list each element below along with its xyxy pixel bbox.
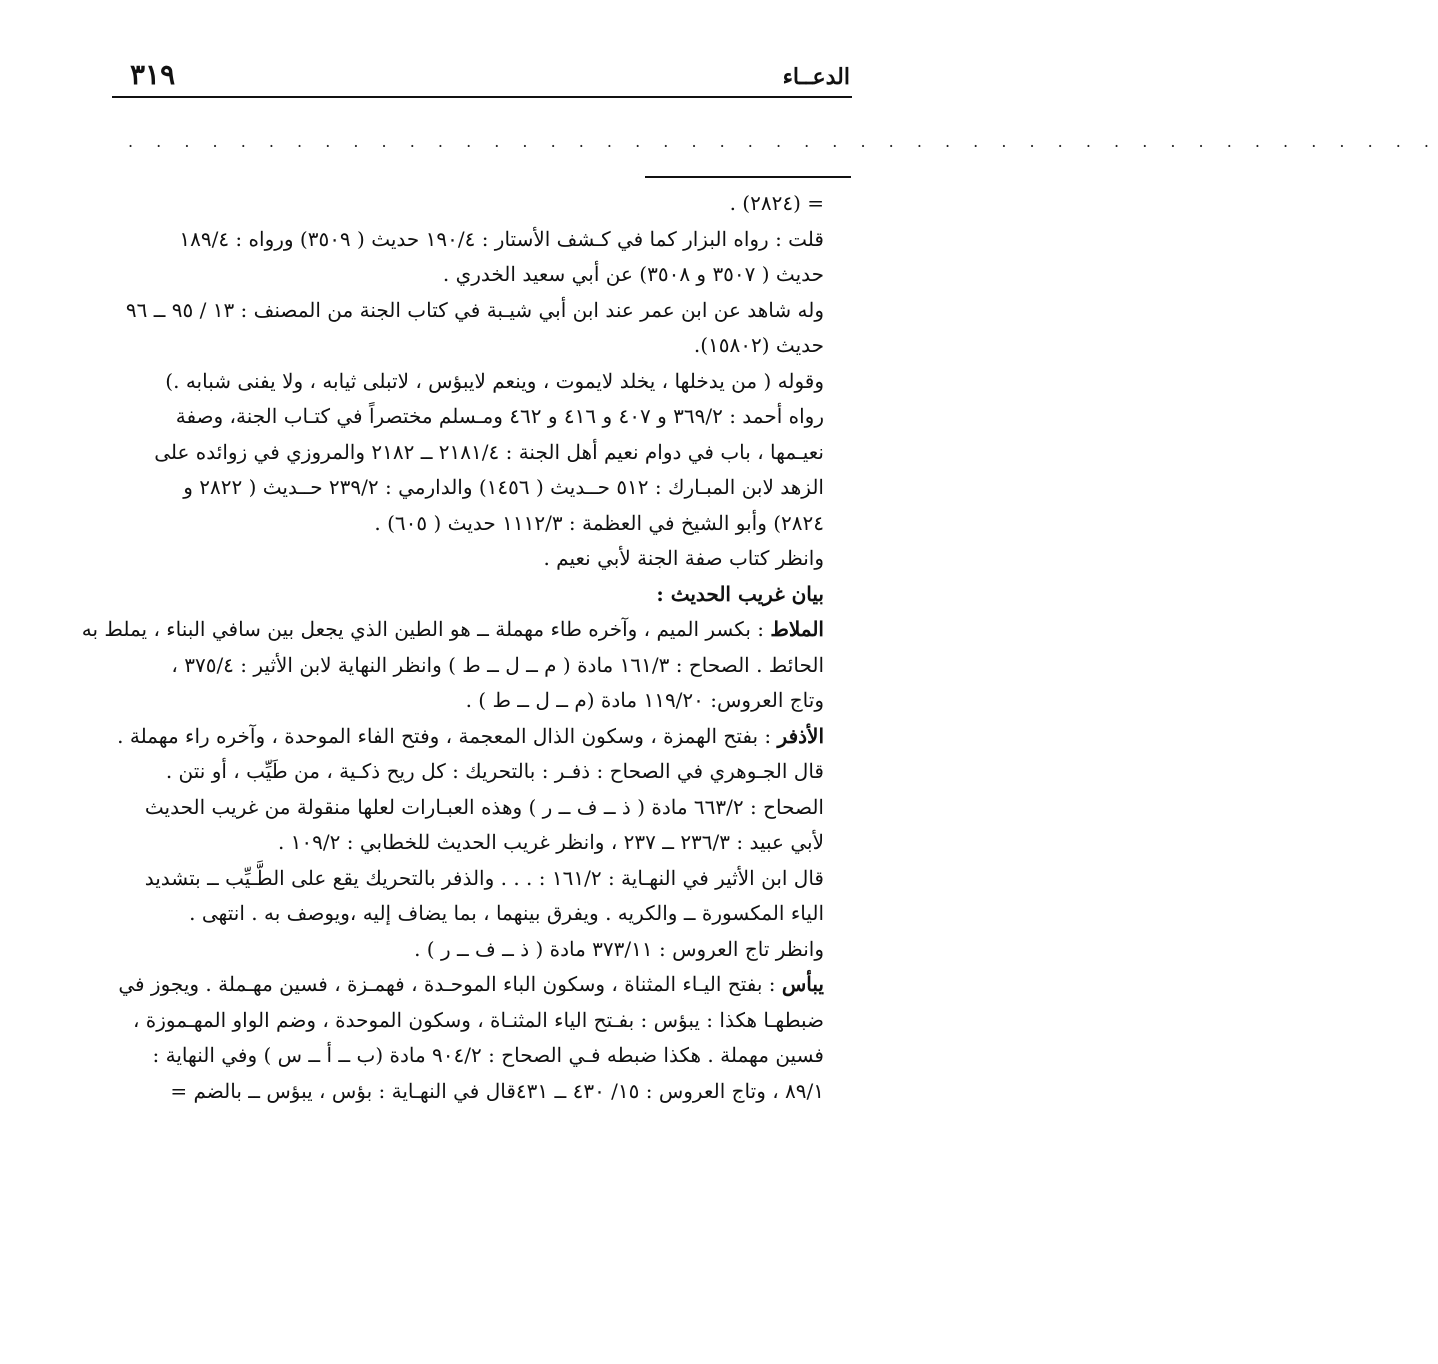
text-line bbox=[112, 896, 824, 932]
text-line bbox=[112, 790, 824, 826]
page-header bbox=[112, 56, 852, 98]
line-text: ٢٨٢٤) وأبو الشيخ في العظمة : ١١١٢/٣ حديث ( ٦٠٥) . bbox=[374, 510, 824, 535]
line-text: الزهد لابن المبـارك : ٥١٢ حــديث ( ١٤٥٦) والدارمي : ٢٣٩/٢ حــديث ( ٢٨٢٢ و bbox=[183, 475, 824, 499]
line-text: وله شاهد عن ابن عمر عند ابن أبي شيـبة في كتاب الجنة من المصنف : ١٣ / ٩٥ ــ ٩٦ bbox=[125, 297, 824, 322]
line-text: وانظر كتاب صفة الجنة لأبي نعيم . bbox=[543, 546, 824, 570]
text-line bbox=[112, 825, 824, 861]
line-text: : بكسر الميم ، وآخره طاء مهملة ــ هو الطين الذي يجعل بين سافي البناء ، يملط به bbox=[81, 617, 764, 641]
text-line bbox=[112, 932, 824, 968]
text-line bbox=[112, 435, 824, 471]
line-text: وانظر تاج العروس : ٣٧٣/١١ مادة ( ذ ــ ف ــ ر ) . bbox=[414, 936, 824, 961]
line-text: رواه أحمد : ٣٦٩/٢ و ٤٠٧ و ٤١٦ و ٤٦٢ ومـسلم مختصراً في كتـاب الجنة، وصفة bbox=[175, 404, 824, 428]
text-line bbox=[112, 754, 824, 790]
line-text: قال الجـوهري في الصحاح : ذفـر : بالتحريك : كل ريح ذكـية ، من طَيِّب ، أو نتن . bbox=[165, 759, 824, 783]
line-text: ٨٩/١ ، وتاج العروس : ١٥/ ٤٣٠ ــ ٤٣١قال في النهـاية : بؤس ، يبؤس ــ بالضم = bbox=[170, 1078, 824, 1103]
line-text: قلت : رواه البزار كما في كـشف الأستار : ١٩٠/٤ حديث ( ٣٥٠٩) ورواه : ١٨٩/٤ bbox=[179, 226, 824, 251]
text-line bbox=[112, 648, 824, 684]
separator-dots: . . . . . . . . . . . . . . . . . . . . . . . . . . . . . . . . . . . . . . . . . . . . . . . bbox=[128, 132, 1438, 151]
glossary-term: الملاط bbox=[770, 617, 824, 641]
text-line bbox=[112, 1038, 824, 1074]
text-line bbox=[112, 683, 824, 719]
text-line bbox=[112, 861, 824, 897]
line-text: نعيـمها ، باب في دوام نعيم أهل الجنة : ٢١٨١/٤ ــ ٢١٨٢ والمروزي في زوائده على bbox=[154, 439, 824, 464]
text-line bbox=[112, 1074, 824, 1110]
line-text: وتاج العروس: ١١٩/٢٠ مادة (م ــ ل ــ ط ) . bbox=[465, 688, 824, 712]
text-line bbox=[112, 719, 824, 755]
line-text: وقوله ( من يدخلها ، يخلد لايموت ، وينعم لايبؤس ، لاتبلى ثيابه ، ولا يفنى شبابه .) bbox=[165, 368, 824, 393]
line-text: قال ابن الأثير في النهـاية : ١٦١/٢ : . . . والذفر بالتحريك يقع على الطَّـيِّب ــ بتشديد bbox=[144, 865, 824, 890]
text-line bbox=[112, 506, 824, 542]
page-number: ٣١٩ bbox=[130, 58, 176, 91]
line-text: فسين مهملة . هكذا ضبطه فـي الصحاح : ٩٠٤/٢ مادة (ب ــ أ ــ س ) وفي النهاية : bbox=[152, 1043, 824, 1067]
glossary-term: يبأس bbox=[781, 972, 824, 996]
line-text: حديث ( ٣٥٠٧ و ٣٥٠٨) عن أبي سعيد الخدري . bbox=[442, 262, 824, 286]
text-line bbox=[112, 541, 824, 577]
footnote-text bbox=[81, 186, 824, 1109]
text-line bbox=[81, 612, 824, 648]
text-line bbox=[112, 577, 824, 613]
glossary-term: الأذفر bbox=[777, 723, 824, 748]
text-line bbox=[112, 967, 824, 1003]
line-text: الصحاح : ٦٦٣/٢ مادة ( ذ ــ ف ــ ر ) وهذه العبـارات لعلها منقولة من غريب الحديث bbox=[144, 794, 824, 819]
line-text: لأبي عبيد : ٢٣٦/٣ ــ ٢٣٧ ، وانظر غريب الحديث للخطابي : ١٠٩/٢ . bbox=[277, 830, 824, 854]
line-text: حديث (١٥٨٠٢). bbox=[693, 333, 824, 357]
line-text: ضبطهـا هكذا : يبؤس : بفـتح الياء المثنـاة ، وسكون الموحدة ، وضم الواو المهـموزة ، bbox=[132, 1007, 824, 1032]
footnote-rule bbox=[645, 176, 851, 178]
line-text: = (٢٨٢٤) . bbox=[729, 191, 824, 215]
section-heading: بيان غريب الحديث : bbox=[656, 581, 824, 606]
text-line bbox=[112, 470, 824, 506]
line-text: الحائط . الصحاح : ١٦١/٣ مادة ( م ــ ل ــ ط ) وانظر النهاية لابن الأثير : ٣٧٥/٤ ، bbox=[171, 652, 824, 677]
line-text: الياء المكسورة ــ والكريه . ويفرق بينهما ، بما يضاف إليه ،ويوصف به . انتهى . bbox=[189, 901, 824, 925]
text-line bbox=[112, 293, 824, 329]
text-line bbox=[112, 1003, 824, 1039]
running-title: الدعــاء bbox=[782, 64, 850, 90]
text-line bbox=[112, 186, 824, 222]
text-line bbox=[112, 328, 824, 364]
text-line bbox=[112, 222, 824, 258]
text-line bbox=[112, 364, 824, 400]
text-line bbox=[112, 399, 824, 435]
line-text: : بفتح اليـاء المثناة ، وسكون الباء الموحـدة ، فهمـزة ، فسين مهـملة . ويجوز في bbox=[118, 972, 776, 996]
text-line bbox=[112, 257, 824, 293]
line-text: : بفتح الهمزة ، وسكون الذال المعجمة ، وفتح الفاء الموحدة ، وآخره راء مهملة . bbox=[117, 723, 772, 748]
